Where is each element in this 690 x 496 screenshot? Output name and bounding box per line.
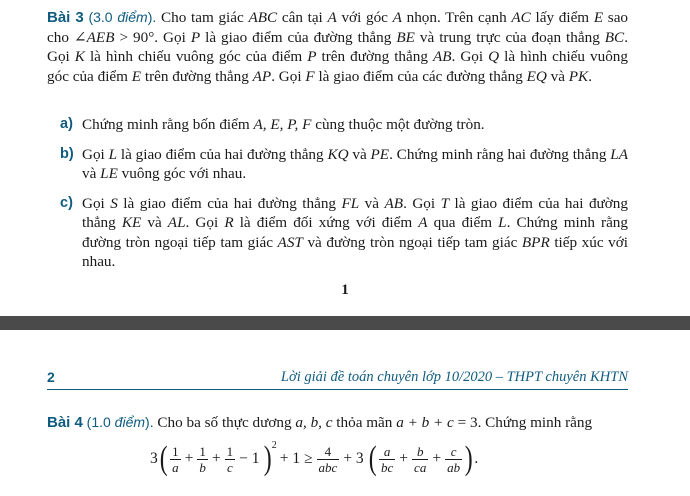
- page-number: 1: [341, 282, 349, 298]
- subitem-label: a): [60, 116, 73, 132]
- page-2: [0, 330, 690, 496]
- problem-3-label: Bài 3: [47, 9, 84, 26]
- problem-3-points: (3.0 điểm).: [88, 9, 157, 25]
- problem-3-subitems: [60, 115, 628, 282]
- problem-4-points: (1.0 điểm).: [86, 414, 154, 430]
- problem-3: Bài 3 (3.0 điểm). Cho tam giác ABC cân tại A với góc A nhọn. Trên cạnh AC lấy điểm E sao cho ∠AEB > 90°. Gọi P là giao điểm của đường thẳng BE và trung trực của đoạn thẳng BC. Gọi K là hình chiếu vuông góc của điểm P trên đường thẳng AB. Gọi Q là hình chiếu vuông góc của điểm E trên đường thẳng AP. Gọi F là giao điểm của các đường thẳng EQ và PK.: [47, 9, 629, 85]
- subitem-label: b): [60, 145, 74, 162]
- page-divider: [0, 316, 690, 330]
- running-header: [47, 369, 628, 390]
- page-number: 2: [47, 369, 55, 385]
- subitem-c: c) Gọi S là giao điểm của hai đường thẳng FL và AB. Gọi T là giao điểm của hai đường thẳng KE và AL. Gọi R là điểm đối xứng với điểm A qua điểm L. Chứng minh rằng đường tròn ngoại tiếp tam giác AST và đường tròn ngoại tiếp tam giác BPR tiếp xúc với nhau.: [60, 194, 629, 270]
- subitem-label: c): [60, 194, 73, 211]
- problem-4-label: Bài 4: [47, 414, 83, 431]
- problem-4: Bài 4 (1.0 điểm). Cho ba số thực dương a, b, c thỏa mãn a + b + c = 3. Chứng minh rằng: [47, 414, 593, 431]
- subitem-b: b) Gọi L là giao điểm của hai đường thẳng KQ và PE. Chứng minh rằng hai đường thẳng LA và LE vuông góc với nhau.: [60, 145, 628, 182]
- subitem-a: a) Chứng minh rằng bốn điểm A, E, P, F cùng thuộc một đường tròn.: [60, 116, 485, 133]
- inequality-formula: 3 ( $\frac{1}{a}$ + $\frac{1}{b}$ + $\frac{1}{c}$ − 1 ) 2 + 1 ≥ $\frac{4}{\text{abc}}$ + 3 ( $\frac{a}{bc}$ + $\frac{b}{ca}$ + $\frac{c}{ab}$ ) .: [150, 439, 479, 477]
- document-title: Lời giải đề toán chuyên lớp 10/2020 – THPT chuyên KHTN: [280, 369, 628, 385]
